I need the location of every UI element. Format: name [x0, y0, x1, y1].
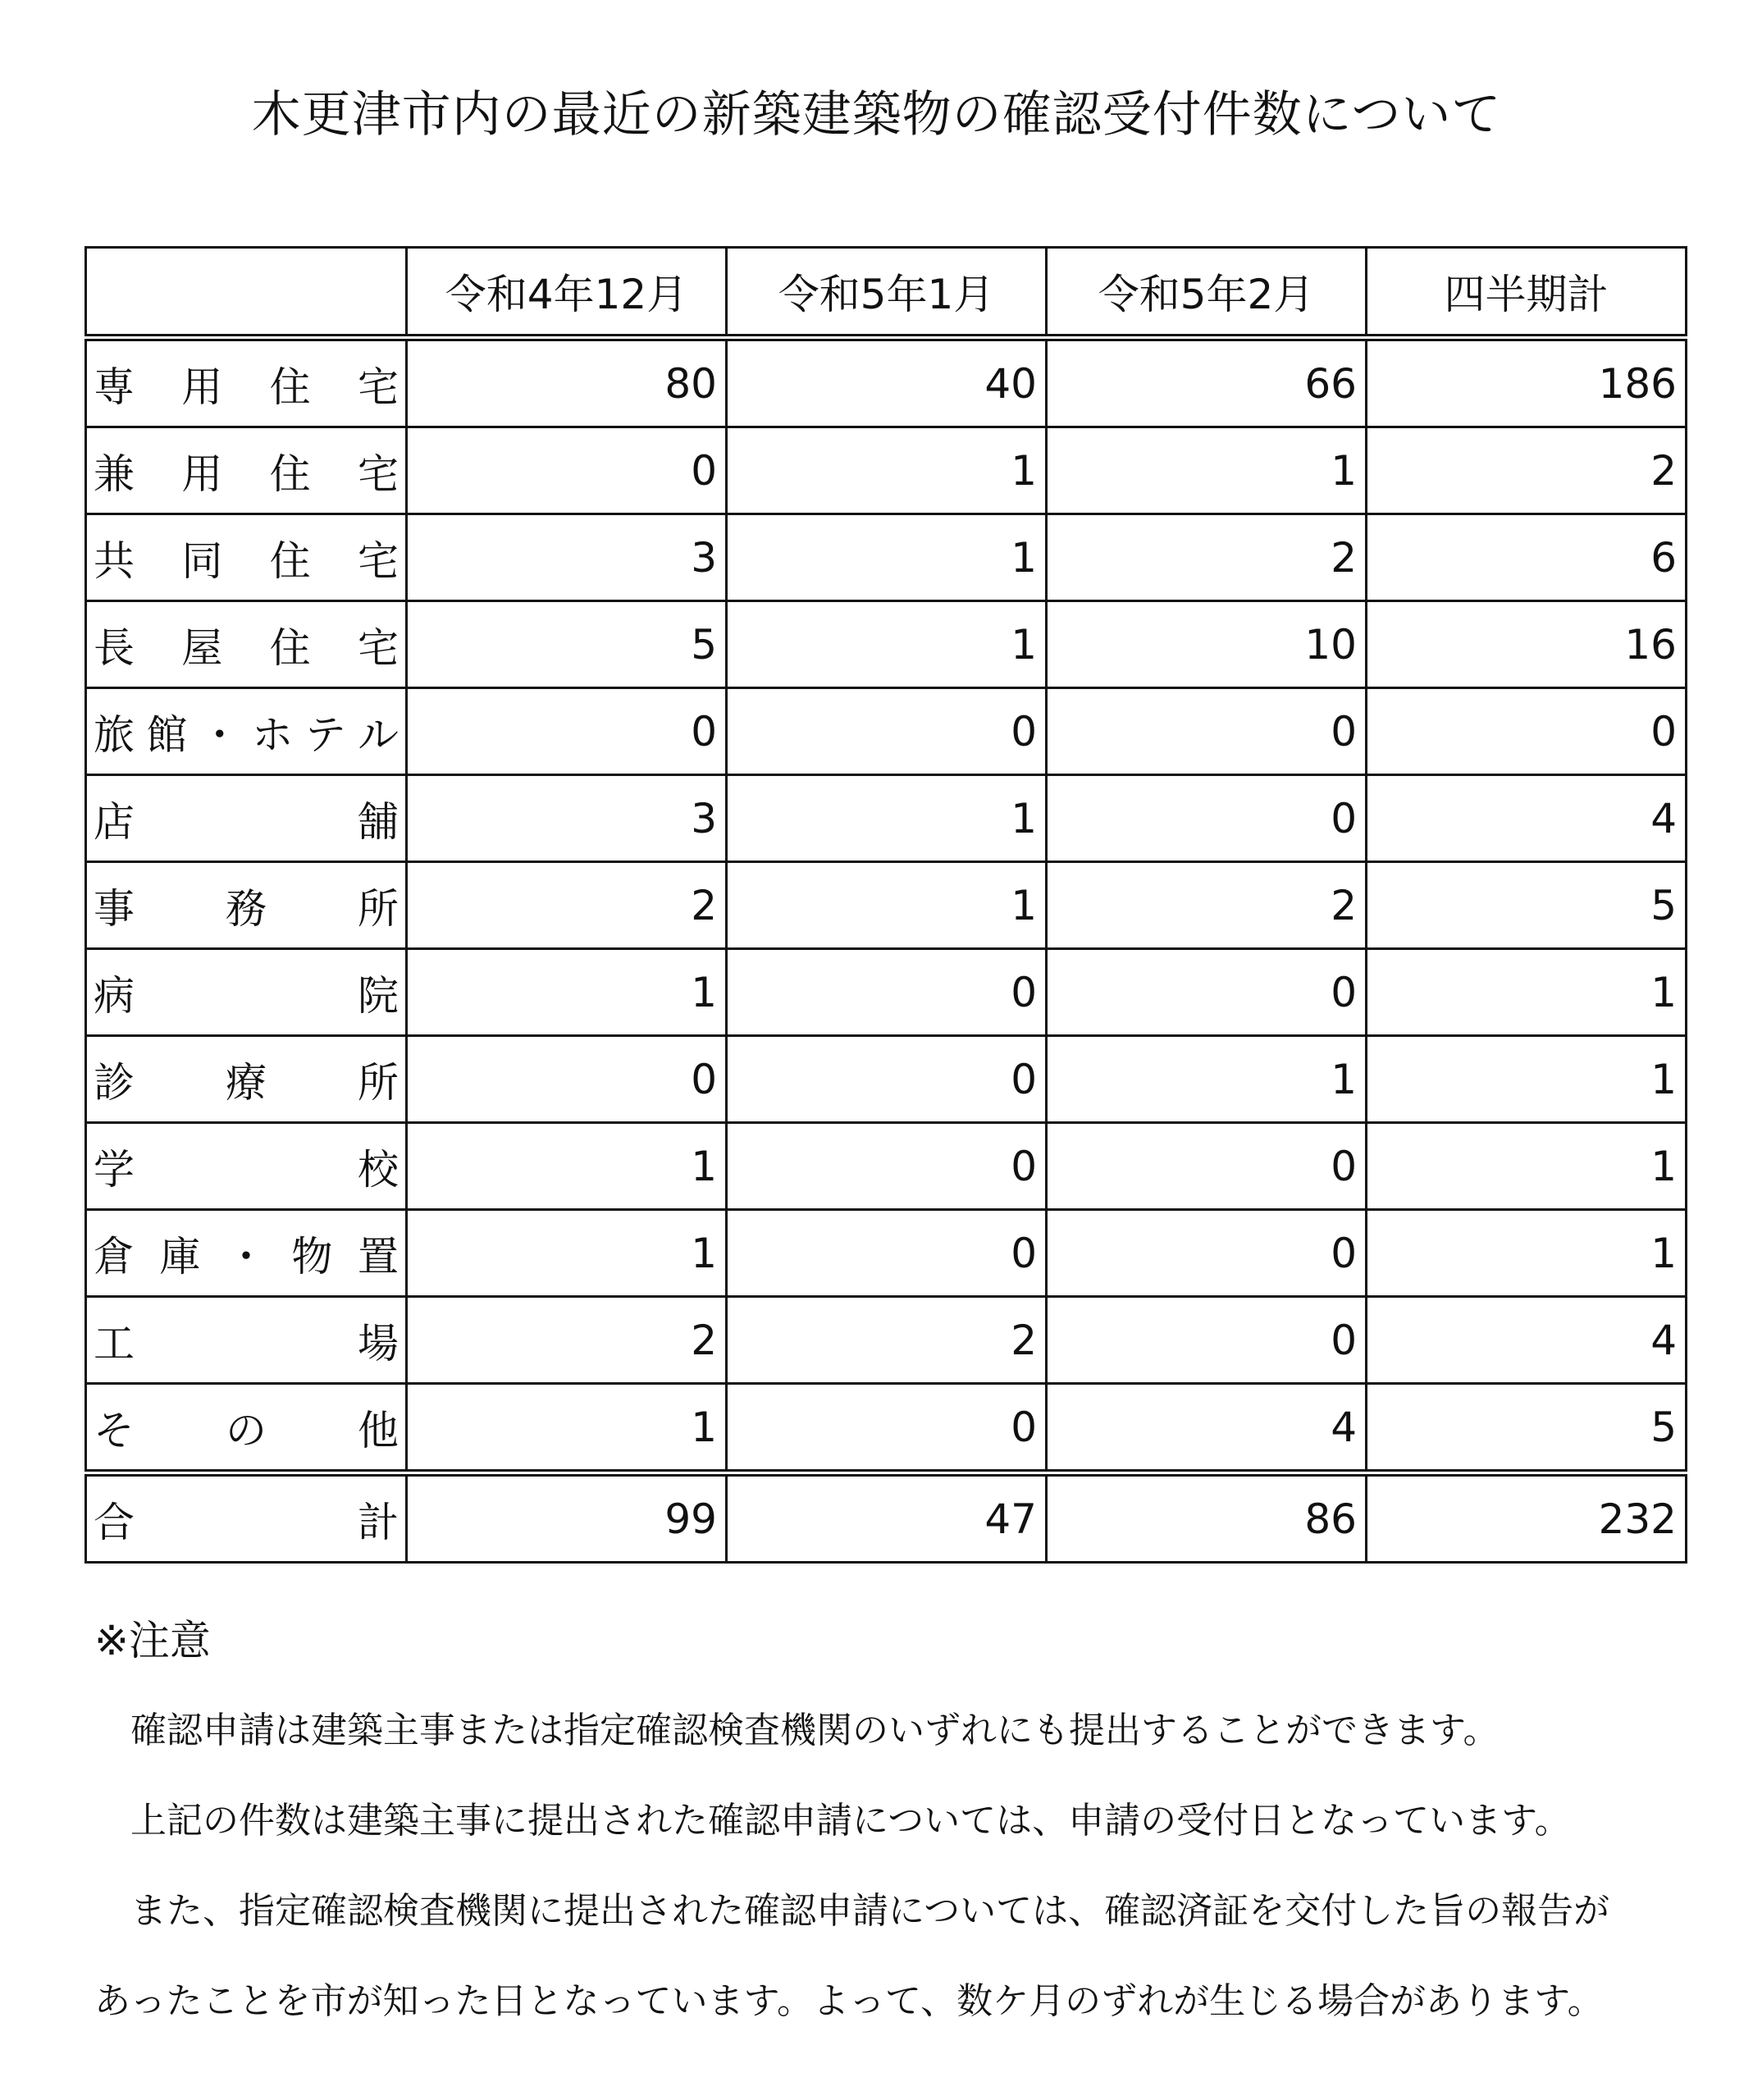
count-cell: 2 — [1367, 427, 1687, 514]
note-paragraph: 確認申請は建築主事または指定確認検査機関のいずれにも提出することができます。 — [130, 1710, 1500, 1751]
page-title: 木更津市内の最近の新築建築物の確認受付件数について — [251, 86, 1502, 144]
permit-count-table — [84, 246, 1687, 1564]
count-cell: 86 — [1047, 1473, 1367, 1563]
count-cell: 4 — [1367, 1297, 1687, 1384]
count-cell: 80 — [407, 338, 727, 427]
count-cell: 0 — [1047, 688, 1367, 775]
label-char: 診 — [94, 1058, 135, 1107]
label-char: ル — [357, 710, 399, 759]
note-paragraph: あったことを市が知った日となっています。よって、数ケ月のずれが生じる場合があります。 — [94, 1980, 1604, 2022]
label-char: テ — [304, 710, 346, 759]
count-cell: 2 — [407, 1297, 727, 1384]
count-cell: 0 — [727, 1210, 1047, 1297]
count-cell: 0 — [1047, 775, 1367, 862]
category-label — [94, 1050, 399, 1109]
count-cell: 16 — [1367, 601, 1687, 688]
category-label-cell — [86, 1210, 407, 1297]
category-label — [94, 1398, 399, 1457]
label-char: 舗 — [358, 797, 399, 846]
header-cell-feb: 令和5年2月 — [1047, 248, 1367, 338]
label-char: 住 — [269, 450, 311, 498]
label-char: 場 — [358, 1319, 399, 1367]
header-cell-quarter-total: 四半期計 — [1367, 248, 1687, 338]
category-label — [94, 702, 399, 761]
count-cell: 232 — [1367, 1473, 1687, 1563]
header-cell-blank — [86, 248, 407, 338]
label-char: 共 — [94, 536, 135, 585]
count-cell: 1 — [727, 775, 1047, 862]
label-char: 計 — [358, 1498, 399, 1546]
category-label — [94, 1137, 399, 1196]
label-char: 学 — [94, 1145, 135, 1194]
label-char: 病 — [94, 971, 135, 1020]
count-cell: 3 — [407, 775, 727, 862]
category-label-cell — [86, 862, 407, 949]
category-label-cell — [86, 427, 407, 514]
count-cell: 0 — [1047, 949, 1367, 1036]
count-cell: 10 — [1047, 601, 1367, 688]
label-char: 同 — [181, 536, 223, 585]
count-cell: 1 — [1367, 949, 1687, 1036]
label-char: 宅 — [357, 450, 399, 498]
label-char: 専 — [94, 363, 135, 411]
label-char: 宅 — [357, 363, 399, 411]
label-char: 用 — [181, 363, 223, 411]
notes-heading: ※注意 — [94, 1617, 211, 1664]
table-row — [86, 949, 1687, 1036]
total-row — [86, 1473, 1687, 1563]
table-row — [86, 1210, 1687, 1297]
label-char: 店 — [94, 797, 135, 846]
count-cell: 6 — [1367, 514, 1687, 601]
count-cell: 0 — [727, 1036, 1047, 1123]
count-cell: 186 — [1367, 338, 1687, 427]
table-row — [86, 427, 1687, 514]
category-label-cell — [86, 775, 407, 862]
count-cell: 2 — [1047, 514, 1367, 601]
category-label — [94, 1311, 399, 1370]
label-char: の — [226, 1406, 267, 1454]
category-label — [94, 441, 399, 500]
category-label — [94, 354, 399, 413]
count-cell: 2 — [1047, 862, 1367, 949]
table-header-row — [86, 248, 1687, 338]
table-row — [86, 775, 1687, 862]
label-char: 長 — [94, 623, 135, 672]
table-row — [86, 1123, 1687, 1210]
label-char: 工 — [94, 1319, 135, 1367]
category-label — [94, 1224, 399, 1283]
note-paragraph: また、指定確認検査機関に提出された確認申請については、確認済証を交付した旨の報告が — [130, 1890, 1610, 1932]
label-char: ・ — [199, 710, 240, 759]
label-char: 置 — [358, 1232, 399, 1281]
count-cell: 1 — [727, 601, 1047, 688]
label-char: ホ — [252, 710, 294, 759]
label-char: 宅 — [357, 536, 399, 585]
count-cell: 1 — [727, 427, 1047, 514]
category-label-cell — [86, 338, 407, 427]
category-label-cell — [86, 601, 407, 688]
count-cell: 0 — [1047, 1210, 1367, 1297]
count-cell: 0 — [407, 427, 727, 514]
header-cell-jan: 令和5年1月 — [727, 248, 1047, 338]
count-cell: 40 — [727, 338, 1047, 427]
label-char: 校 — [358, 1145, 399, 1194]
count-cell: 2 — [407, 862, 727, 949]
category-label-cell — [86, 688, 407, 775]
note-paragraph: 上記の件数は建築主事に提出された確認申請については、申請の受付日となっています。 — [130, 1800, 1571, 1842]
label-char: 療 — [226, 1058, 267, 1107]
count-cell: 0 — [727, 949, 1047, 1036]
label-char: 務 — [226, 884, 267, 933]
label-char: 倉 — [94, 1232, 135, 1281]
label-char: 住 — [269, 536, 311, 585]
label-char: 兼 — [94, 450, 135, 498]
count-cell: 1 — [1367, 1123, 1687, 1210]
count-cell: 1 — [407, 1123, 727, 1210]
table-row — [86, 338, 1687, 427]
count-cell: 1 — [407, 1384, 727, 1473]
category-label-cell — [86, 1297, 407, 1384]
count-cell: 5 — [407, 601, 727, 688]
category-label-cell — [86, 1123, 407, 1210]
category-label — [94, 528, 399, 587]
category-label-cell — [86, 514, 407, 601]
category-label — [94, 963, 399, 1022]
table-row — [86, 688, 1687, 775]
label-char: 合 — [94, 1498, 135, 1546]
category-label — [94, 876, 399, 935]
label-char: 他 — [358, 1406, 399, 1454]
count-cell: 99 — [407, 1473, 727, 1563]
label-char: ・ — [226, 1232, 267, 1281]
category-label — [94, 789, 399, 848]
label-char: 住 — [269, 363, 311, 411]
count-cell: 5 — [1367, 862, 1687, 949]
label-char: 庫 — [159, 1232, 201, 1281]
count-cell: 1 — [1367, 1210, 1687, 1297]
label-char: 住 — [269, 623, 311, 672]
table-row — [86, 862, 1687, 949]
label-char: 館 — [146, 710, 188, 759]
category-label — [94, 615, 399, 674]
count-cell: 1 — [727, 514, 1047, 601]
count-cell: 47 — [727, 1473, 1047, 1563]
table-body — [86, 338, 1687, 1563]
count-cell: 66 — [1047, 338, 1367, 427]
count-cell: 0 — [407, 1036, 727, 1123]
count-cell: 3 — [407, 514, 727, 601]
count-cell: 0 — [1047, 1297, 1367, 1384]
label-char: 事 — [94, 884, 135, 933]
count-cell: 0 — [407, 688, 727, 775]
table-row — [86, 1297, 1687, 1384]
header-cell-dec: 令和4年12月 — [407, 248, 727, 338]
total-label-cell — [86, 1473, 407, 1563]
table-row — [86, 514, 1687, 601]
label-char: 院 — [358, 971, 399, 1020]
label-char: そ — [94, 1406, 135, 1454]
count-cell: 2 — [727, 1297, 1047, 1384]
count-cell: 0 — [1047, 1123, 1367, 1210]
count-cell: 1 — [407, 1210, 727, 1297]
table-row — [86, 1384, 1687, 1473]
table-row — [86, 1036, 1687, 1123]
category-label-cell — [86, 1384, 407, 1473]
count-cell: 0 — [727, 1123, 1047, 1210]
count-cell: 1 — [1047, 1036, 1367, 1123]
label-char: 用 — [181, 450, 223, 498]
count-cell: 1 — [407, 949, 727, 1036]
count-cell: 1 — [727, 862, 1047, 949]
table-row — [86, 601, 1687, 688]
count-cell: 0 — [1367, 688, 1687, 775]
label-char: 宅 — [357, 623, 399, 672]
label-char: 物 — [291, 1232, 333, 1281]
count-cell: 5 — [1367, 1384, 1687, 1473]
label-char: 所 — [358, 1058, 399, 1107]
count-cell: 0 — [727, 688, 1047, 775]
count-cell: 0 — [727, 1384, 1047, 1473]
label-char: 旅 — [94, 710, 135, 759]
category-label-cell — [86, 1036, 407, 1123]
count-cell: 4 — [1047, 1384, 1367, 1473]
category-label-cell — [86, 949, 407, 1036]
category-label — [94, 1490, 399, 1549]
count-cell: 1 — [1047, 427, 1367, 514]
label-char: 屋 — [181, 623, 223, 672]
count-cell: 4 — [1367, 775, 1687, 862]
label-char: 所 — [358, 884, 399, 933]
count-cell: 1 — [1367, 1036, 1687, 1123]
